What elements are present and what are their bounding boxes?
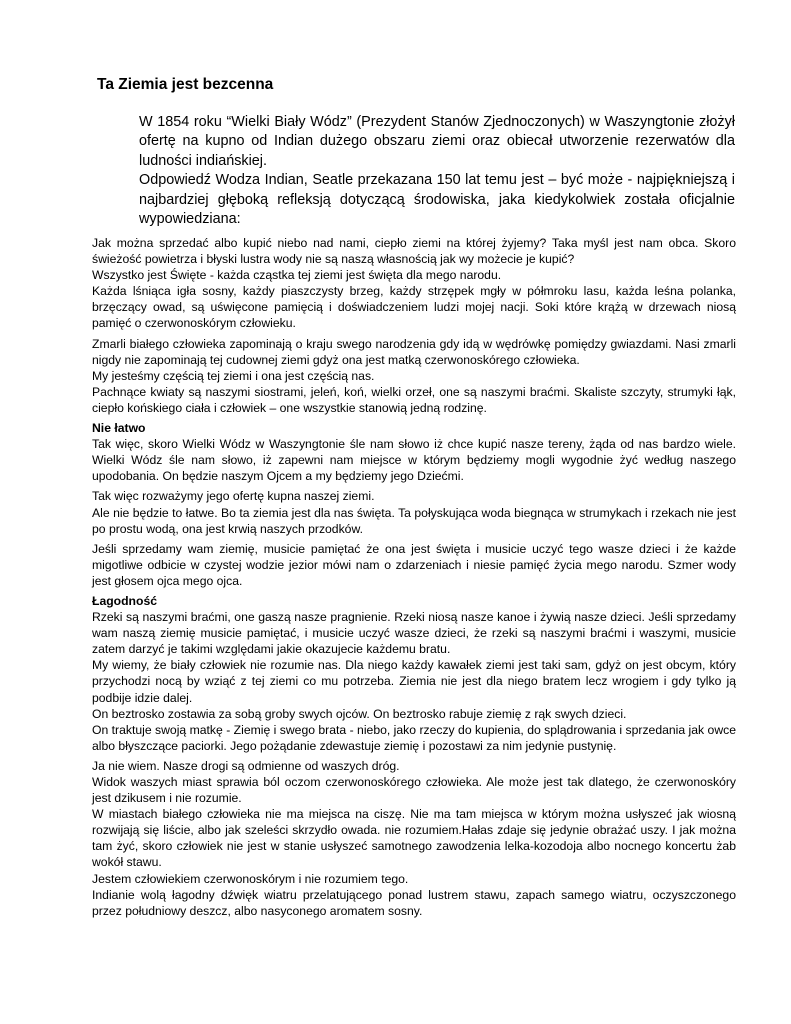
- body-paragraph: My wiemy, że biały człowiek nie rozumie nas. Dla niego każdy kawałek ziemi jest taki sam, gdyż on jest obcym, który przychodzi nocą by wziąć z tej ziemi co mu potrzeba. Ziemia nie jest dla niego bratem lecz wrogiem i gdy tylko ją podbije idzie dalej.: [92, 658, 736, 705]
- body-paragraph: Jeśli sprzedamy wam ziemię, musicie pamiętać że ona jest święta i musicie uczyć tego wasze dzieci i że każde migotliwe odbicie w czystej wodzie jezior mówi nam o zdarzeniach i niesie pamięć życia mego narodu. Szmer wody jest głosem ojca mego ojca.: [92, 541, 736, 588]
- body-paragraph: Widok waszych miast sprawia ból oczom czerwonoskórego człowieka. Ale może jest tak dlatego, że czerwonoskóry jest dzikusem i nie rozumie.: [92, 775, 736, 806]
- section-heading: Nie łatwo: [92, 421, 146, 436]
- body-paragraph: Indianie wolą łagodny dźwięk wiatru przelatującego ponad lustrem stawu, zapach samego wiatru, oczyszczonego przez południowy deszcz, albo nasyconego aromatem sosny.: [92, 887, 736, 918]
- intro-paragraph: W 1854 roku “Wielki Biały Wódz” (Prezydent Stanów Zjednoczonych) w Waszyngtonie złożył ofertę na kupno od Indian dużego obszaru ziemi oraz obiecał utworzenie rezerwatów dla ludności indiańskiej.: [139, 114, 735, 169]
- body-paragraph: On beztrosko zostawia za sobą groby swych ojców. On beztrosko rabuje ziemię z rąk swych dzieci.: [92, 706, 627, 721]
- body-paragraph: Tak więc, skoro Wielki Wódz w Waszyngtonie śle nam słowo iż chce kupić nasze tereny, żąda od nas bardzo wiele. Wielki Wódz śle nam słowo, iż zapewni nam miejsce w którym będziemy mogli wygodnie żyć według naszego upodobania. On będzie naszym Ojcem a my będziemy jego Dziećmi.: [92, 437, 736, 484]
- body-paragraph: Jestem człowiekiem czerwonoskórym i nie rozumiem tego.: [92, 871, 409, 886]
- body-paragraph: W miastach białego człowieka nie ma miejsca na ciszę. Nie ma tam miejsca w którym można usłyszeć jak wiosną rozwijają się liście, albo jak szeleści skrzydło owada. nie rozumiem.Hałas zdaje się jedynie obrażać uszy. I jak można tam żyć, skoro człowiek nie jest w stanie usłyszeć samotnego zawodzenia lelka-kozodoja albo nocnego koncertu żab wokół stawu.: [92, 807, 736, 870]
- intro-block: [139, 113, 735, 229]
- body-paragraph: Ale nie będzie to łatwe. Bo ta ziemia jest dla nas święta. Ta połyskująca woda biegnąca w strumykach i rzekach nie jest po prostu wodą, ona jest krwią naszych przodków.: [92, 505, 736, 536]
- document-title: Ta Ziemia jest bezcenna: [97, 76, 274, 93]
- body-paragraph: Wszystko jest Święte - każda cząstka tej ziemi jest święta dla mego narodu.: [92, 268, 502, 283]
- intro-paragraph: Odpowiedź Wodza Indian, Seatle przekazana 150 lat temu jest – być może - najpiękniejszą i najbardziej głęboką refleksją dotyczącą środowiska, jaka kiedykolwiek została oficjalnie wypowiedziana:: [139, 172, 735, 228]
- body-text: [92, 235, 736, 919]
- section-heading: Łagodność: [92, 593, 158, 608]
- body-paragraph: Tak więc rozważymy jego ofertę kupna naszej ziemi.: [92, 489, 375, 504]
- body-paragraph: Ja nie wiem. Nasze drogi są odmienne od waszych dróg.: [92, 758, 400, 773]
- body-paragraph: Jak można sprzedać albo kupić niebo nad nami, ciepło ziemi na której żyjemy? Taka myśl jest nam obca. Skoro świeżość powietrza i błyski lustra wody nie są naszą własnością jak wy możecie je kupić?: [92, 236, 736, 267]
- body-paragraph: Rzeki są naszymi braćmi, one gaszą nasze pragnienie. Rzeki niosą nasze kanoe i żywią nasze dzieci. Jeśli sprzedamy wam naszą ziemię musicie pamiętać, i musicie uczyć wasze dzieci, że rzeki są naszymi braćmi i waszymi, musicie zatem darzyć je takimi względami jakie okazujecie każdemu bratu.: [92, 610, 736, 657]
- body-paragraph: Zmarli białego człowieka zapominają o kraju swego narodzenia gdy idą w wędrówkę pomiędzy gwiazdami. Nasi zmarli nigdy nie zapominają tej cudownej ziemi gdyż ona jest matką czerwonoskórego człowieka.: [92, 336, 736, 367]
- body-paragraph: On traktuje swoją matkę - Ziemię i swego brata - niebo, jako rzeczy do kupienia, do splądrowania i sprzedania jak owce albo błyszczące paciorki. Jego pożądanie zdewastuje ziemię i pozostawi za nim jedynie pustynię.: [92, 722, 736, 753]
- body-paragraph: Pachnące kwiaty są naszymi siostrami, jeleń, koń, wielki orzeł, one są naszymi braćmi. Skaliste szczyty, strumyki łąk, ciepło końskiego ciała i człowiek – one wszystkie stanowią jedną rodzinę.: [92, 384, 736, 415]
- body-paragraph: My jesteśmy częścią tej ziemi i ona jest częścią nas.: [92, 368, 375, 383]
- body-paragraph: Każda lśniąca igła sosny, każdy piaszczysty brzeg, każdy strzępek mgły w półmroku lasu, każda leśna polanka, brzęczący owad, są uświęcone pamięcią i doświadczeniem ludzi mojej nacji. Soki które krążą w drzewach niosą pamięć o czerwonoskórym człowieku.: [92, 284, 736, 331]
